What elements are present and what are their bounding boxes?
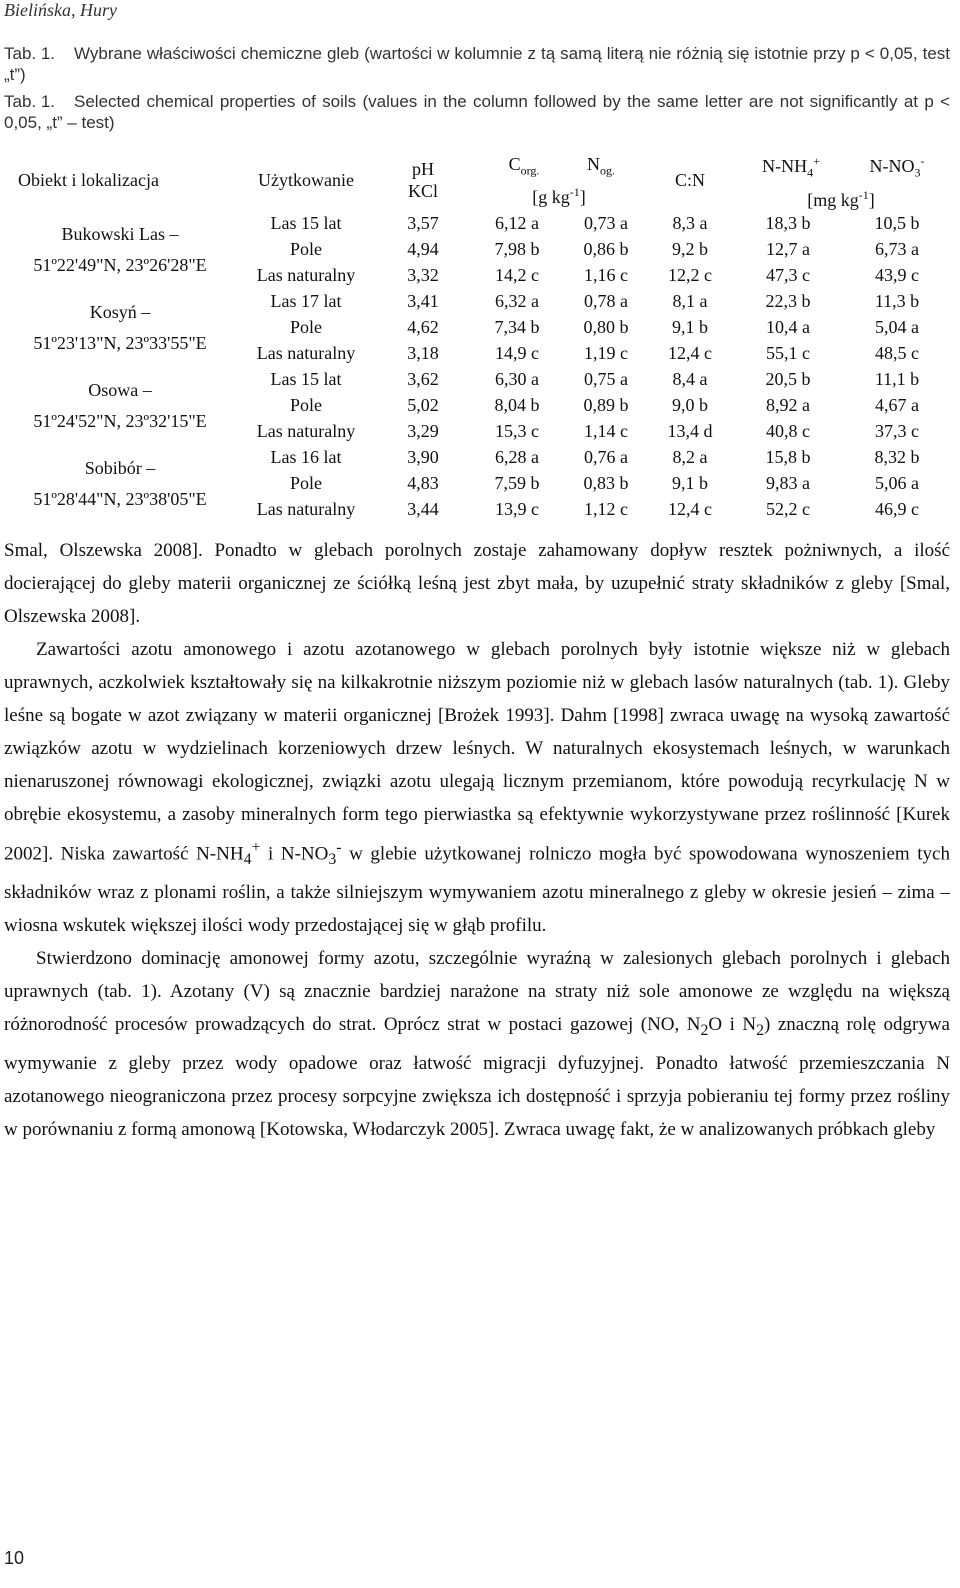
site-coordinates: 51º23'13"N, 23º33'55"E (33, 332, 207, 353)
site-cell (4, 211, 236, 289)
cell-corg: 15,3 c (495, 421, 539, 442)
cell-ph: 3,44 (407, 499, 439, 520)
cell-no3: 46,9 c (875, 499, 919, 520)
cell-corg: 7,59 b (494, 473, 540, 494)
cell-use: Pole (289, 317, 322, 338)
col-header-nh4-no3: $N-NH_4^+$ $N-NO_3^-$ [mg $kg^{-1}$] (762, 154, 925, 210)
page-number: 10 (4, 1548, 25, 1568)
site-cell (4, 445, 236, 523)
paragraph: Zawartości azotu amonowego i azotu azotanowego w glebach porolnych były istotnie większe niż w glebach uprawnych, aczkolwiek kształtowały się na kilkakrotnie niższym poziomie niż w glebach lasów naturalnych (tab. 1). Gleby leśne są bogate w azot związany w materii organicznej [Brożek 1993]. Dahm [1998] zwraca uwagę na wysoką zawartość związków azotu w wydzielinach korzeniowych drzew leśnych. W naturalnych ekosystemach leśnych, w warunkach nienaruszonej równowagi ekologicznej, związki azotu ulegają licznym przemianom, które powodują recyrkulację N w obrębie ekosystemu, a zasoby mineralnych form tego pierwiastka są efektywnie wykorzystywane przez roślinność [Kurek 2002]. Niska zawartość $N-NH_4^+$ i $N-NO_3^-$ w glebie użytkowanej rolniczo mogła być spowodowana wynoszeniem tych składników wraz z plonami roślin, a także silniejszym wymywaniem azotu mineralnego z gleby w okresie jesień – zima – wiosna wskutek większej ilości wody przedostającej się w głąb profilu. (4, 639, 950, 937)
paragraph: Stwierdzono dominację amonowej formy azotu, szczególnie wyraźną w zalesionych glebach porolnych i glebach uprawnych (tab. 1). Azotany (V) są znacznie bardziej narażone na straty niż sole amonowe ze względu na większą różnorodność procesów prowadzących do strat. Oprócz strat w postaci gazowej (NO, $N_2O$ i $N_2$) znaczną rolę odgrywa wymywanie z gleby przez wody opadowe oraz łatwość migracji dyfuzyjnej. Ponadto łatwość przemieszczania N azotanowego nieograniczona przez procesy sorpcyjne zwiększa ich dostępność i sprzyja pobieraniu tej formy przez rośliny w porównaniu z formą amonową [Kotowska, Włodarczyk 2005]. Zwraca uwagę fakt, że w analizowanych próbkach gleby (4, 948, 950, 1140)
cell-no3: 10,5 b (874, 213, 920, 234)
soil-properties-table (4, 150, 950, 523)
cell-cn: 9,1 b (672, 317, 708, 338)
cell-corg: 14,2 c (495, 265, 539, 286)
paragraph: Smal, Olszewska 2008]. Ponadto w glebach porolnych zostaje zahamowany dopływ resztek pożniwnych, a ilość docierającej do gleby materii organicznej ze ściółką leśną jest zbyt mała, by uzupełnić straty składników z gleby [Smal, Olszewska 2008]. (4, 540, 950, 627)
cell-no3: 48,5 c (875, 343, 919, 364)
cell-norg: 0,75 a (584, 369, 628, 390)
cell-ph: 4,83 (407, 473, 439, 494)
table-row (4, 445, 950, 471)
cell-nh4: 15,8 b (765, 447, 811, 468)
cell-cn: 8,4 a (672, 369, 708, 390)
table-caption-english (4, 91, 950, 133)
cell-nh4: 22,3 b (765, 291, 811, 312)
caption-label: Tab. 1. (4, 92, 56, 111)
unit-mg-kg: [mg $kg^{-1}$] (807, 187, 875, 210)
site-coordinates: 51º22'49"N, 23º26'28"E (33, 254, 207, 275)
table-row (4, 289, 950, 315)
col-header-cn: C:N (674, 170, 705, 191)
site-name: Osowa – (88, 379, 152, 400)
caption-text: Selected chemical properties of soils (values in the column followed by the same letter are not significantly at p < 0,05, „t” – test) (4, 92, 950, 132)
cell-norg: 1,12 c (584, 499, 628, 520)
cell-ph: 5,02 (407, 395, 439, 416)
cell-nh4: 47,3 c (766, 265, 810, 286)
cell-norg: 0,89 b (583, 395, 629, 416)
cell-ph: 3,32 (407, 265, 439, 286)
table-caption-polish (4, 43, 950, 85)
cell-corg: 6,32 a (495, 291, 539, 312)
cell-use: Las naturalny (256, 343, 356, 364)
cell-ph: 4,94 (407, 239, 439, 260)
cell-corg: 7,34 b (494, 317, 540, 338)
cell-use: Las naturalny (256, 421, 356, 442)
table-row (4, 211, 950, 237)
cell-nh4: 9,83 a (766, 473, 810, 494)
cell-no3: 43,9 c (875, 265, 919, 286)
cell-nh4: 12,7 a (766, 239, 810, 260)
table-row (4, 367, 950, 393)
cell-cn: 12,2 c (668, 265, 712, 286)
cell-corg: 6,28 a (495, 447, 539, 468)
cell-no3: 8,32 b (874, 447, 920, 468)
cell-ph: 3,29 (407, 421, 439, 442)
cell-no3: 11,1 b (874, 369, 920, 390)
col-header-corg: $C_{org.}$ $N_{og.}$ [g $kg^{-1}$] (508, 153, 615, 208)
cell-corg: 6,12 a (495, 213, 539, 234)
cell-norg: 1,16 c (584, 265, 628, 286)
cell-use: Las 15 lat (270, 369, 342, 390)
cell-no3: 5,06 a (875, 473, 919, 494)
cell-norg: 1,19 c (584, 343, 628, 364)
cell-nh4: 10,4 a (766, 317, 810, 338)
cell-cn: 9,0 b (672, 395, 708, 416)
cell-use: Las naturalny (256, 265, 356, 286)
cell-corg: 7,98 b (494, 239, 540, 260)
cell-norg: 0,83 b (583, 473, 629, 494)
cell-ph: 3,62 (407, 369, 439, 390)
cell-cn: 9,2 b (672, 239, 708, 260)
cell-nh4: 8,92 a (766, 395, 810, 416)
cell-ph: 3,90 (407, 447, 439, 468)
cell-no3: 5,04 a (875, 317, 919, 338)
cell-corg: 13,9 c (495, 499, 539, 520)
unit-g-kg: [g $kg^{-1}$] (532, 185, 586, 208)
cell-ph: 3,18 (407, 343, 439, 364)
cell-cn: 8,3 a (672, 213, 708, 234)
site-cell (4, 289, 236, 367)
cell-no3: 11,3 b (874, 291, 920, 312)
site-coordinates: 51º24'52"N, 23º32'15"E (33, 410, 207, 431)
cell-cn: 12,4 c (668, 343, 712, 364)
table-header-row (4, 150, 950, 211)
cell-use: Las 16 lat (270, 447, 342, 468)
cell-cn: 8,1 a (672, 291, 708, 312)
site-cell (4, 367, 236, 445)
caption-label: Tab. 1. (4, 44, 56, 63)
cell-no3: 37,3 c (875, 421, 919, 442)
cell-cn: 13,4 d (667, 421, 713, 442)
cell-cn: 8,2 a (672, 447, 708, 468)
cell-norg: 0,86 b (583, 239, 629, 260)
caption-text: Wybrane właściwości chemiczne gleb (wartości w kolumnie z tą samą literą nie różnią się istotnie przy p < 0,05, test „t”) (4, 44, 950, 84)
cell-norg: 0,73 a (584, 213, 628, 234)
cell-use: Las 15 lat (270, 213, 342, 234)
cell-nh4: 40,8 c (766, 421, 810, 442)
site-coordinates: 51º28'44"N, 23º38'05"E (33, 488, 207, 509)
cell-nh4: 55,1 c (766, 343, 810, 364)
cell-cn: 12,4 c (668, 499, 712, 520)
cell-corg: 14,9 c (495, 343, 539, 364)
cell-no3: 6,73 a (875, 239, 919, 260)
cell-use: Pole (289, 473, 322, 494)
cell-use: Pole (289, 239, 322, 260)
cell-cn: 9,1 b (672, 473, 708, 494)
cell-ph: 4,62 (407, 317, 439, 338)
cell-corg: 8,04 b (494, 395, 540, 416)
site-name: Kosyń – (89, 301, 151, 322)
site-name: Bukowski Las – (61, 223, 179, 244)
cell-corg: 6,30 a (495, 369, 539, 390)
cell-norg: 0,80 b (583, 317, 629, 338)
body-text (4, 534, 950, 1146)
cell-norg: 0,76 a (584, 447, 628, 468)
cell-norg: 1,14 c (584, 421, 628, 442)
cell-nh4: 20,5 b (765, 369, 811, 390)
cell-no3: 4,67 a (875, 395, 919, 416)
cell-use: Pole (289, 395, 322, 416)
cell-nh4: 52,2 c (766, 499, 810, 520)
col-header-use: Użytkowanie (258, 170, 354, 191)
col-header-site: Obiekt i lokalizacja (18, 170, 159, 191)
cell-use: Las naturalny (256, 499, 356, 520)
site-name: Sobibór – (84, 457, 156, 478)
cell-use: Las 17 lat (270, 291, 342, 312)
col-header-ph: pH KCl (407, 159, 438, 202)
cell-ph: 3,41 (407, 291, 439, 312)
cell-norg: 0,78 a (584, 291, 628, 312)
cell-ph: 3,57 (407, 213, 439, 234)
running-head: Bielińska, Hury (4, 0, 117, 20)
cell-nh4: 18,3 b (765, 213, 811, 234)
